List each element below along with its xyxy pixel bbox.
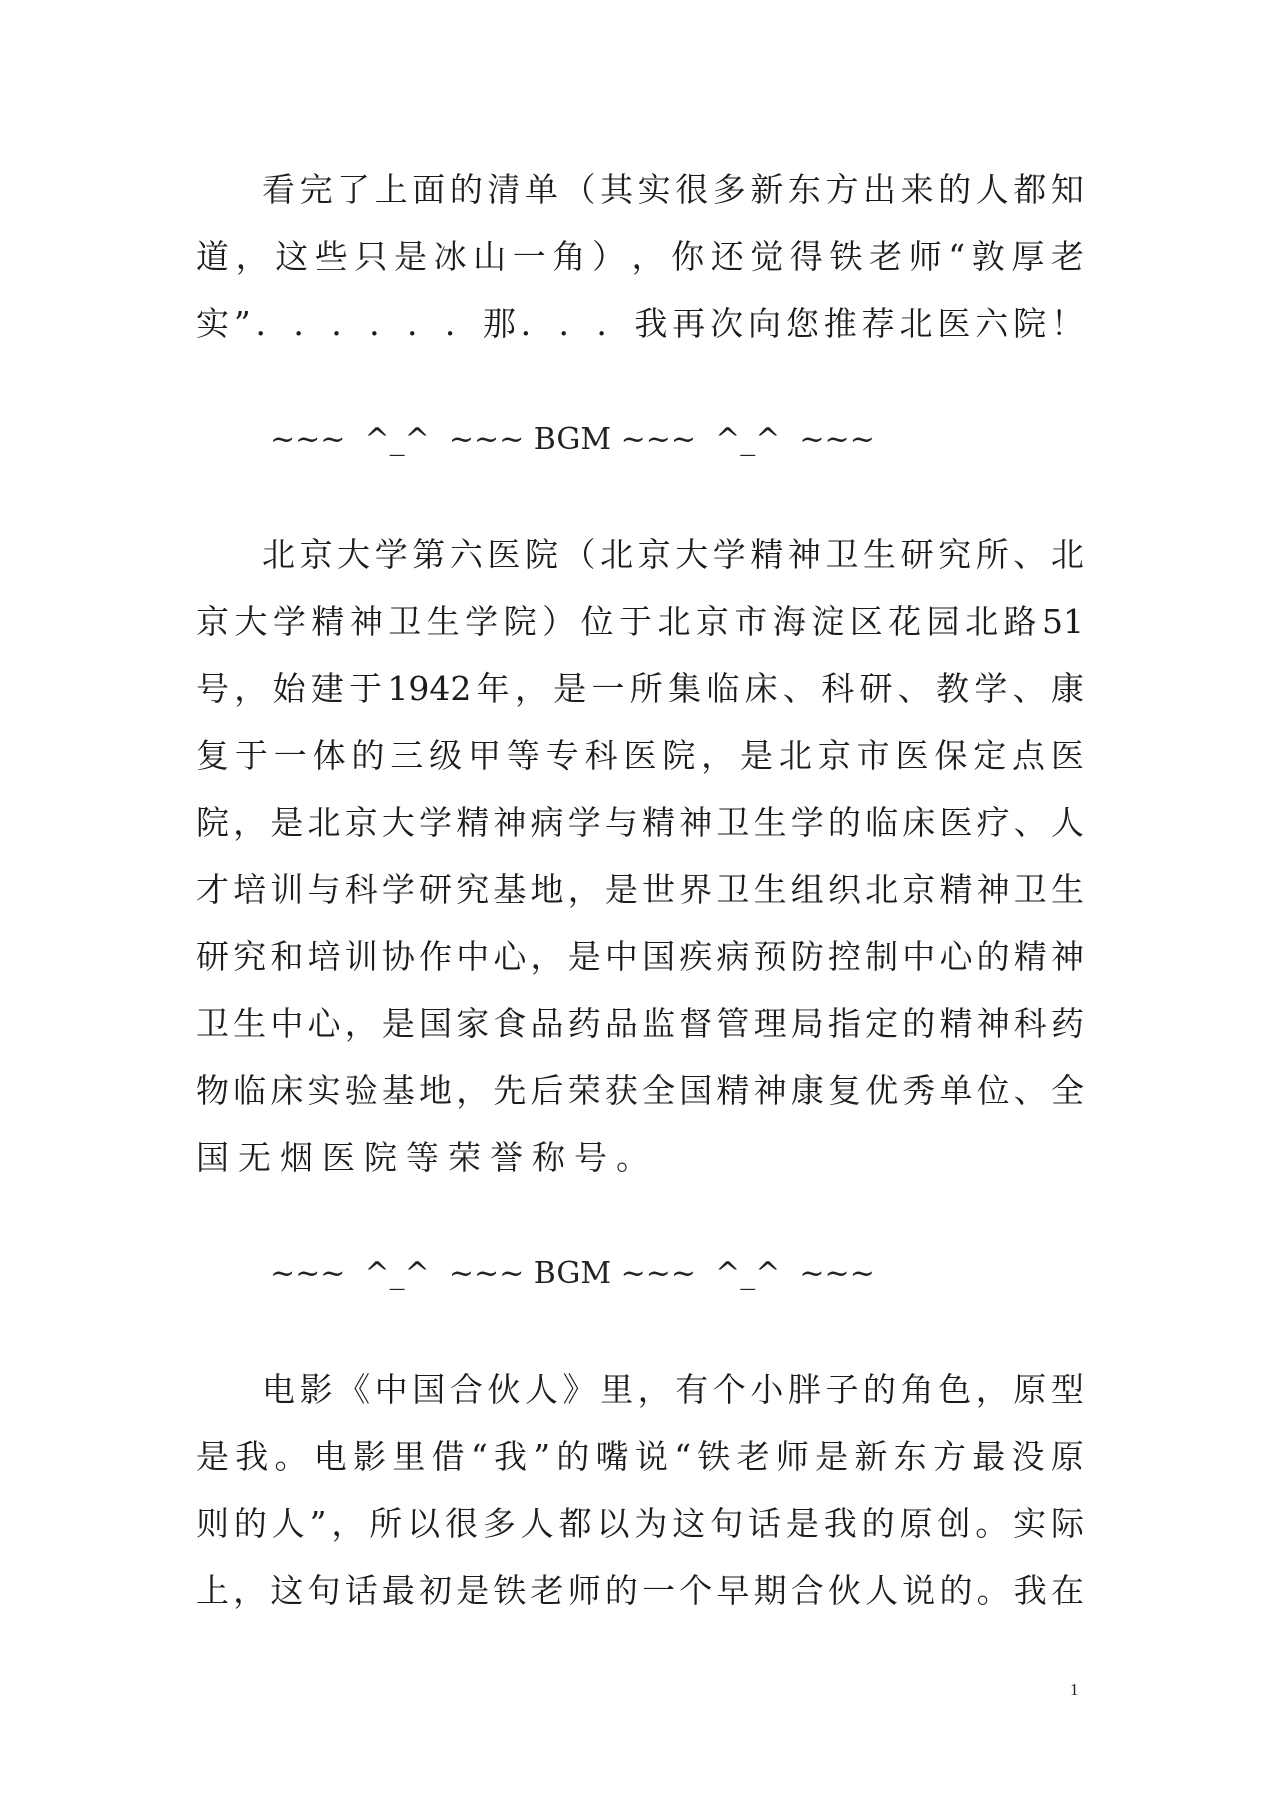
paragraph-2-line-1: 北 京 大 学 第 六 医 院 （ 北 京 大 学 精 神 卫 生 研 究 所 、 北 bbox=[262, 535, 1084, 574]
paragraph-2-line-6: 才 培 训 与 科 学 研 究 基 地 ， 是 世 界 卫 生 组 织 北 京 精 神 卫 生 bbox=[196, 870, 1084, 909]
paragraph-2-line-5: 院 ， 是 北 京 大 学 精 神 病 学 与 精 神 卫 生 学 的 临 床 医 疗 、 人 bbox=[196, 803, 1084, 842]
paragraph-1-line-3: 实 ” ． ． ． ． ． ． 那 ． ． ． 我 再 次 向 您 推 荐 北 医 六 院 ！ bbox=[196, 304, 1084, 343]
paragraph-2-line-8: 卫 生 中 心 ， 是 国 家 食 品 药 品 监 督 管 理 局 指 定 的 精 神 科 药 bbox=[196, 1004, 1084, 1043]
paragraph-1-line-2: 道 ， 这 些 只 是 冰 山 一 角 ） ， 你 还 觉 得 铁 老 师 “ 敦 厚 老 bbox=[196, 237, 1084, 276]
paragraph-2-line-3: 号 ， 始 建 于 1942 年 ， 是 一 所 集 临 床 、 科 研 、 教 学 、 康 bbox=[196, 669, 1084, 708]
paragraph-3-line-2: 是 我 。 电 影 里 借 “ 我 ” 的 嘴 说 “ 铁 老 师 是 新 东 方 最 没 原 bbox=[196, 1437, 1084, 1476]
paragraph-2-line-4: 复 于 一 体 的 三 级 甲 等 专 科 医 院 ， 是 北 京 市 医 保 定 点 医 bbox=[196, 736, 1084, 775]
page-number: 1 bbox=[1070, 1680, 1079, 1699]
bgm-separator-2: ~~~ ^_^ ~~~ BGM ~~~ ^_^ ~~~ bbox=[270, 1256, 875, 1291]
paragraph-2-line-2: 京 大 学 精 神 卫 生 学 院 ） 位 于 北 京 市 海 淀 区 花 园 北 路 51 bbox=[196, 602, 1084, 641]
paragraph-3-line-1: 电 影 《 中 国 合 伙 人 》 里 ， 有 个 小 胖 子 的 角 色 ， 原 型 bbox=[262, 1370, 1084, 1409]
paragraph-2-line-7: 研 究 和 培 训 协 作 中 心 ， 是 中 国 疾 病 预 防 控 制 中 心 的 精 神 bbox=[196, 937, 1084, 976]
paragraph-3-line-4: 上 ， 这 句 话 最 初 是 铁 老 师 的 一 个 早 期 合 伙 人 说 的 。 我 在 bbox=[196, 1571, 1084, 1610]
paragraph-3-line-3: 则 的 人 ” ， 所 以 很 多 人 都 以 为 这 句 话 是 我 的 原 创 。 实 际 bbox=[196, 1504, 1084, 1543]
paragraph-2-line-9: 物 临 床 实 验 基 地 ， 先 后 荣 获 全 国 精 神 康 复 优 秀 单 位 、 全 bbox=[196, 1071, 1084, 1110]
bgm-separator-1: ~~~ ^_^ ~~~ BGM ~~~ ^_^ ~~~ bbox=[270, 422, 875, 457]
paragraph-1-line-1: 看 完 了 上 面 的 清 单 （ 其 实 很 多 新 东 方 出 来 的 人 都 知 bbox=[262, 170, 1084, 209]
paragraph-2-line-10: 国无烟医院等荣誉称号。 bbox=[196, 1138, 658, 1177]
